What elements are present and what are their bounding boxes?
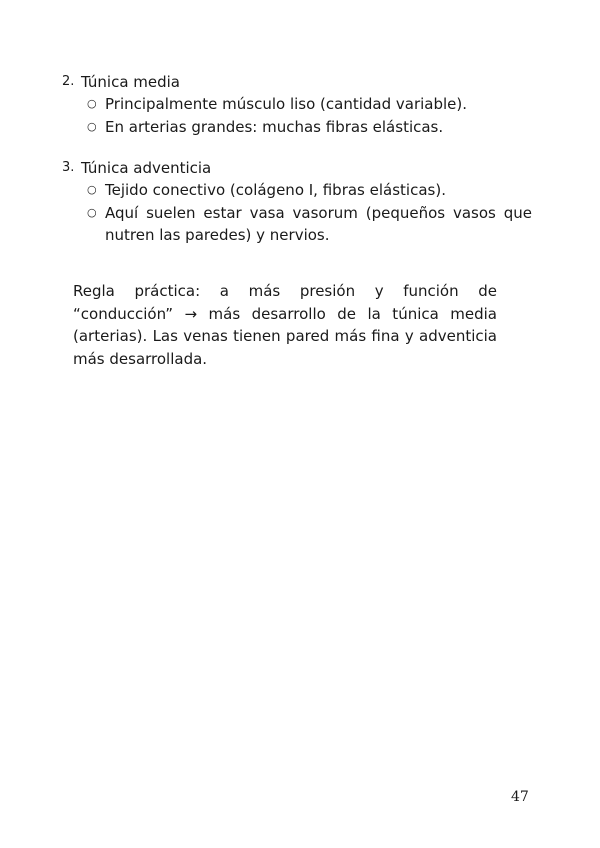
section-tunica-adventicia: [62, 157, 532, 247]
bullet-text: Aquí suelen estar vasa vasorum (pequeños vasos que nutren las paredes) y nervios.: [105, 203, 532, 244]
circle-bullet-icon: ○: [87, 119, 97, 133]
bullet-list: [62, 93, 532, 138]
section-title: Túnica adventicia: [81, 159, 212, 177]
circle-bullet-icon: ○: [87, 205, 97, 219]
circle-bullet-icon: ○: [87, 97, 97, 110]
list-item: [62, 93, 532, 116]
practical-rule-note: Regla práctica: a más presión y función de “conducción” → más desarrollo de la túnica media (arterias). Las venas tienen pared más fina y adventicia más desarrollada.: [73, 282, 497, 368]
bullet-text: En arterias grandes: muchas fibras elásticas.: [105, 117, 444, 136]
page-number: 47: [511, 789, 529, 805]
circle-bullet-icon: ○: [87, 183, 97, 196]
list-item: [62, 179, 532, 202]
bullet-text: Principalmente músculo liso (cantidad variable).: [105, 95, 468, 113]
bullet-list: [62, 179, 532, 247]
list-number: 2.: [62, 74, 75, 89]
list-item: [62, 116, 532, 139]
section-heading: [62, 157, 532, 179]
list-number: 3.: [62, 160, 75, 175]
section-title: Túnica media: [81, 73, 180, 91]
section-tunica-media: [62, 71, 532, 138]
bullet-text: Tejido conectivo (colágeno I, fibras elásticas).: [105, 181, 446, 199]
list-item: [62, 202, 532, 247]
section-heading: [62, 71, 532, 93]
